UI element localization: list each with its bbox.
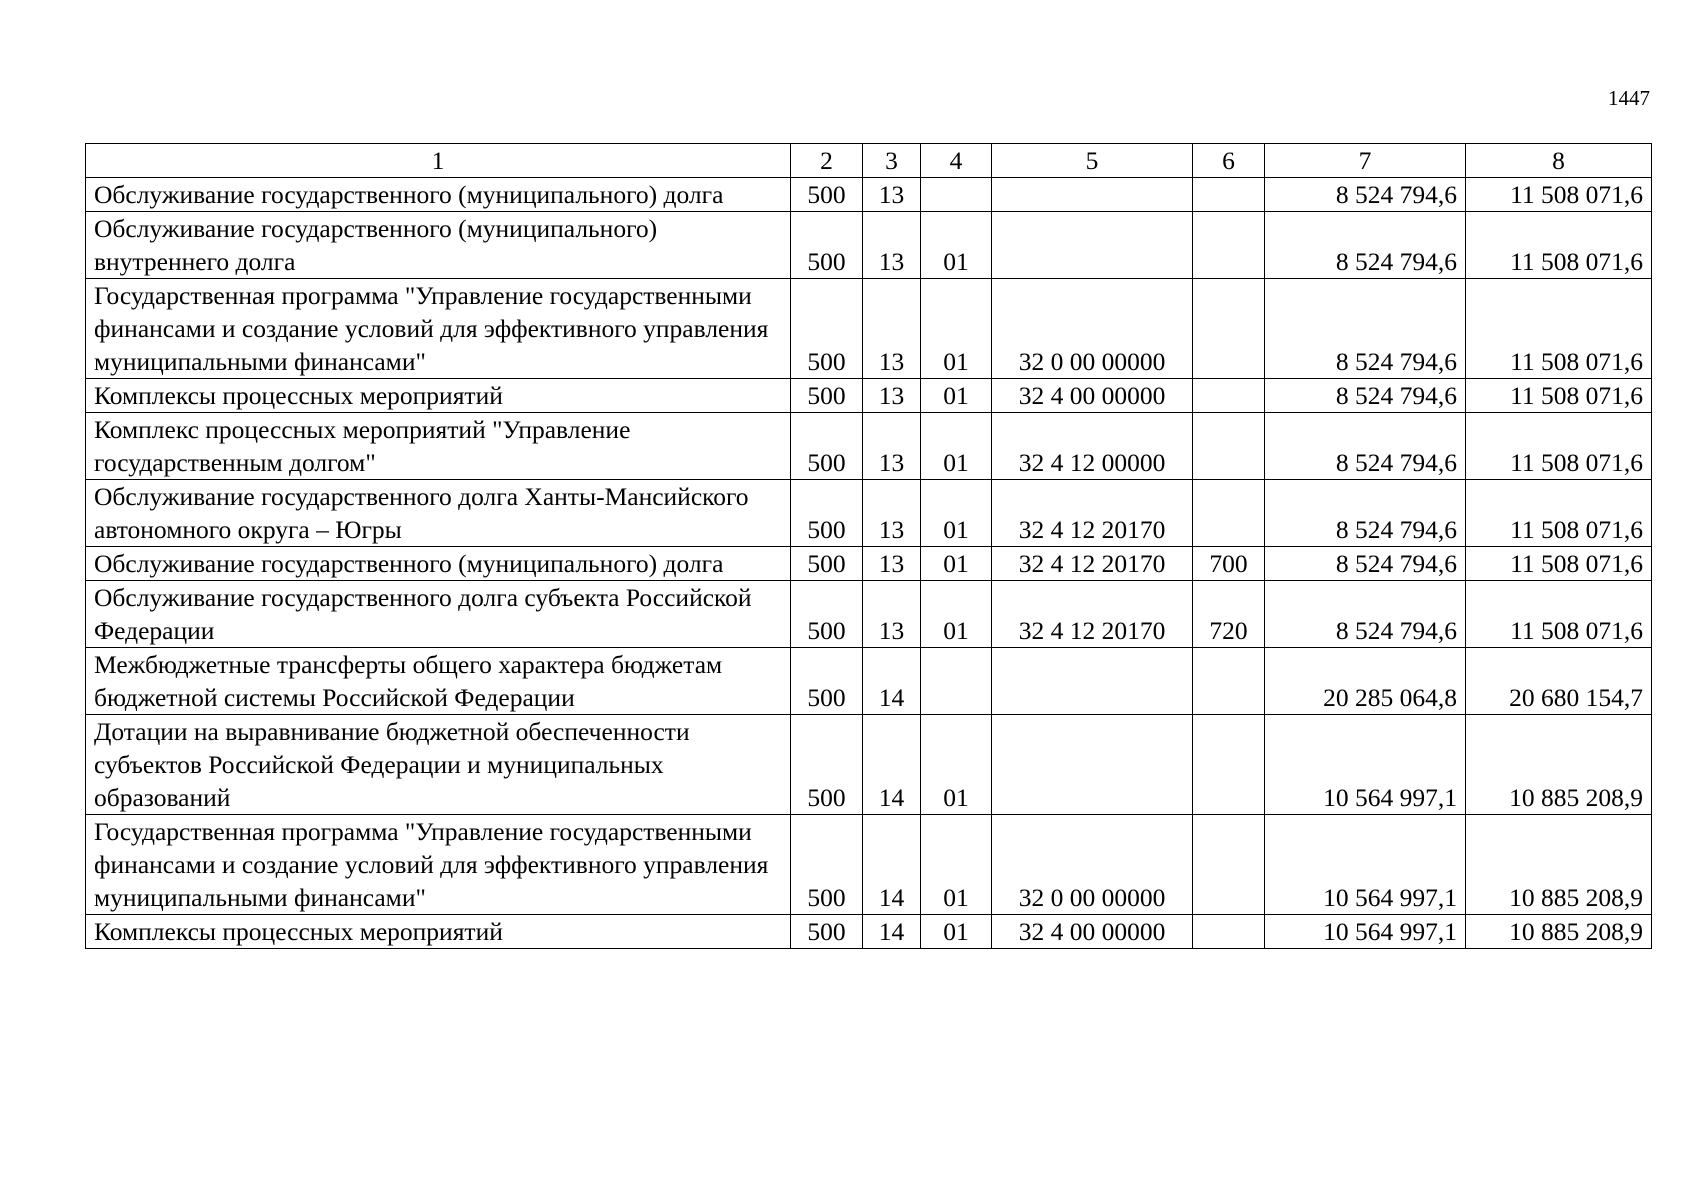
row-amount-year2-cell: 11 508 071,6 [1466, 480, 1652, 547]
row-amount-year1-cell: 8 524 794,6 [1265, 547, 1466, 581]
column-header: 8 [1466, 144, 1652, 178]
row-amount-year1-cell: 10 564 997,1 [1265, 715, 1466, 815]
header-row [86, 144, 1652, 178]
row-name-cell: Обслуживание государственного (муниципального) внутреннего долга [86, 212, 791, 279]
row-amount-year2-cell: 10 885 208,9 [1466, 815, 1652, 915]
row-chapter-cell: 13 [863, 279, 921, 379]
row-chapter-cell: 13 [863, 379, 921, 413]
row-subsection-cell: 01 [921, 581, 992, 648]
row-amount-year1-cell: 20 285 064,8 [1265, 648, 1466, 715]
row-name-cell: Дотации на выравнивание бюджетной обеспеченности субъектов Российской Федерации и муниципальных образований [86, 715, 791, 815]
row-amount-year2-cell: 11 508 071,6 [1466, 581, 1652, 648]
row-expense-type-cell [1193, 648, 1265, 715]
row-name-cell: Комплексы процессных мероприятий [86, 379, 791, 413]
row-target-code-cell: 32 4 12 20170 [992, 480, 1193, 547]
table-row [86, 178, 1652, 212]
row-amount-year2-cell: 11 508 071,6 [1466, 178, 1652, 212]
row-target-code-cell: 32 0 00 00000 [992, 815, 1193, 915]
table-row [86, 547, 1652, 581]
row-section-cell: 500 [791, 648, 863, 715]
row-name-cell: Государственная программа "Управление государственными финансами и создание условий для эффективного управления муниципальными финансами" [86, 815, 791, 915]
budget-table [85, 143, 1652, 949]
row-target-code-cell: 32 4 12 20170 [992, 547, 1193, 581]
row-expense-type-cell [1193, 480, 1265, 547]
row-subsection-cell [921, 648, 992, 715]
row-chapter-cell: 13 [863, 581, 921, 648]
table-row [86, 815, 1652, 915]
row-name-cell: Обслуживание государственного (муниципального) долга [86, 547, 791, 581]
row-name-cell: Комплексы процессных мероприятий [86, 915, 791, 949]
row-chapter-cell: 13 [863, 547, 921, 581]
row-amount-year1-cell: 8 524 794,6 [1265, 212, 1466, 279]
row-section-cell: 500 [791, 815, 863, 915]
row-amount-year2-cell: 10 885 208,9 [1466, 915, 1652, 949]
row-amount-year2-cell: 11 508 071,6 [1466, 413, 1652, 480]
row-target-code-cell: 32 4 00 00000 [992, 915, 1193, 949]
row-section-cell: 500 [791, 715, 863, 815]
row-expense-type-cell [1193, 413, 1265, 480]
row-amount-year1-cell: 8 524 794,6 [1265, 178, 1466, 212]
row-subsection-cell: 01 [921, 379, 992, 413]
row-subsection-cell: 01 [921, 279, 992, 379]
row-section-cell: 500 [791, 480, 863, 547]
row-amount-year1-cell: 8 524 794,6 [1265, 379, 1466, 413]
table-row [86, 480, 1652, 547]
row-amount-year2-cell: 20 680 154,7 [1466, 648, 1652, 715]
row-chapter-cell: 14 [863, 715, 921, 815]
row-chapter-cell: 14 [863, 915, 921, 949]
row-subsection-cell: 01 [921, 547, 992, 581]
row-expense-type-cell: 700 [1193, 547, 1265, 581]
row-chapter-cell: 13 [863, 212, 921, 279]
row-amount-year1-cell: 8 524 794,6 [1265, 480, 1466, 547]
row-target-code-cell [992, 648, 1193, 715]
table-row [86, 279, 1652, 379]
table-row [86, 413, 1652, 480]
table-row [86, 648, 1652, 715]
row-expense-type-cell: 720 [1193, 581, 1265, 648]
row-name-cell: Комплекс процессных мероприятий "Управление государственным долгом" [86, 413, 791, 480]
row-amount-year1-cell: 8 524 794,6 [1265, 413, 1466, 480]
row-subsection-cell: 01 [921, 212, 992, 279]
row-amount-year2-cell: 11 508 071,6 [1466, 212, 1652, 279]
row-subsection-cell: 01 [921, 480, 992, 547]
row-amount-year1-cell: 10 564 997,1 [1265, 915, 1466, 949]
table-row [86, 379, 1652, 413]
row-section-cell: 500 [791, 279, 863, 379]
row-chapter-cell: 13 [863, 413, 921, 480]
row-amount-year2-cell: 11 508 071,6 [1466, 279, 1652, 379]
column-header: 6 [1193, 144, 1265, 178]
row-amount-year1-cell: 8 524 794,6 [1265, 581, 1466, 648]
table-row [86, 581, 1652, 648]
row-name-cell: Межбюджетные трансферты общего характера бюджетам бюджетной системы Российской Федерации [86, 648, 791, 715]
column-header: 1 [86, 144, 791, 178]
row-expense-type-cell [1193, 212, 1265, 279]
row-section-cell: 500 [791, 581, 863, 648]
table-row [86, 915, 1652, 949]
row-target-code-cell: 32 4 00 00000 [992, 379, 1193, 413]
row-subsection-cell: 01 [921, 815, 992, 915]
row-subsection-cell [921, 178, 992, 212]
row-target-code-cell: 32 4 12 00000 [992, 413, 1193, 480]
column-header: 7 [1265, 144, 1466, 178]
row-expense-type-cell [1193, 815, 1265, 915]
row-section-cell: 500 [791, 413, 863, 480]
row-target-code-cell [992, 178, 1193, 212]
row-expense-type-cell [1193, 379, 1265, 413]
row-name-cell: Обслуживание государственного долга субъекта Российской Федерации [86, 581, 791, 648]
row-name-cell: Обслуживание государственного (муниципального) долга [86, 178, 791, 212]
row-subsection-cell: 01 [921, 413, 992, 480]
table-row [86, 212, 1652, 279]
row-amount-year2-cell: 11 508 071,6 [1466, 547, 1652, 581]
row-expense-type-cell [1193, 178, 1265, 212]
row-target-code-cell [992, 715, 1193, 815]
row-name-cell: Государственная программа "Управление государственными финансами и создание условий для эффективного управления муниципальными финансами" [86, 279, 791, 379]
row-amount-year1-cell: 8 524 794,6 [1265, 279, 1466, 379]
row-chapter-cell: 13 [863, 178, 921, 212]
row-chapter-cell: 14 [863, 815, 921, 915]
row-subsection-cell: 01 [921, 915, 992, 949]
row-amount-year1-cell: 10 564 997,1 [1265, 815, 1466, 915]
column-header: 3 [863, 144, 921, 178]
row-section-cell: 500 [791, 178, 863, 212]
row-target-code-cell [992, 212, 1193, 279]
row-subsection-cell: 01 [921, 715, 992, 815]
row-section-cell: 500 [791, 379, 863, 413]
row-amount-year2-cell: 11 508 071,6 [1466, 379, 1652, 413]
row-amount-year2-cell: 10 885 208,9 [1466, 715, 1652, 815]
row-section-cell: 500 [791, 212, 863, 279]
row-expense-type-cell [1193, 915, 1265, 949]
column-header: 5 [992, 144, 1193, 178]
page-number: 1447 [1608, 86, 1650, 110]
row-chapter-cell: 14 [863, 648, 921, 715]
row-expense-type-cell [1193, 715, 1265, 815]
row-name-cell: Обслуживание государственного долга Ханты-Мансийского автономного округа – Югры [86, 480, 791, 547]
table-row [86, 715, 1652, 815]
row-target-code-cell: 32 0 00 00000 [992, 279, 1193, 379]
row-chapter-cell: 13 [863, 480, 921, 547]
column-header: 4 [921, 144, 992, 178]
row-target-code-cell: 32 4 12 20170 [992, 581, 1193, 648]
row-section-cell: 500 [791, 547, 863, 581]
row-section-cell: 500 [791, 915, 863, 949]
column-header: 2 [791, 144, 863, 178]
row-expense-type-cell [1193, 279, 1265, 379]
